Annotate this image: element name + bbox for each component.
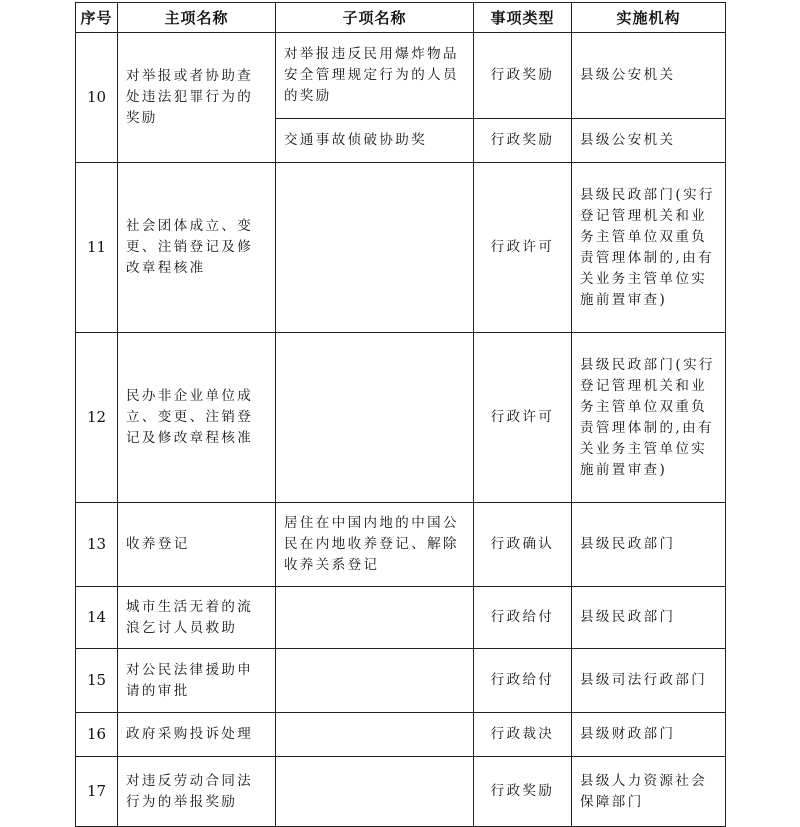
header-sub: 子项名称 [276, 3, 474, 33]
row-agency: 县级人力资源社会保障部门 [572, 757, 726, 827]
row-agency: 县级民政部门(实行登记管理机关和业务主管单位双重负责管理体制的,由有关业务主管单位实施前置审查) [572, 333, 726, 503]
header-row [76, 3, 726, 33]
row-agency: 县级民政部门 [572, 503, 726, 587]
row-type: 行政许可 [474, 163, 572, 333]
header-seq: 序号 [76, 3, 118, 33]
matters-table [75, 2, 726, 827]
table-row [76, 503, 726, 587]
row-seq: 17 [76, 757, 118, 827]
row-seq: 13 [76, 503, 118, 587]
row-seq: 11 [76, 163, 118, 333]
table-row [76, 757, 726, 827]
row-main: 对公民法律援助申请的审批 [118, 649, 276, 713]
row-main: 民办非企业单位成立、变更、注销登记及修改章程核准 [118, 333, 276, 503]
header-agency: 实施机构 [572, 3, 726, 33]
row-agency: 县级民政部门(实行登记管理机关和业务主管单位双重负责管理体制的,由有关业务主管单位实施前置审查) [572, 163, 726, 333]
header-main: 主项名称 [118, 3, 276, 33]
row-sub [276, 163, 474, 333]
row-type: 行政确认 [474, 503, 572, 587]
table-row [76, 713, 726, 757]
row-type: 行政奖励 [474, 757, 572, 827]
table-row [76, 33, 726, 119]
row-sub [276, 757, 474, 827]
row-type: 行政给付 [474, 587, 572, 649]
row-agency: 县级公安机关 [572, 33, 726, 119]
row-sub: 对举报违反民用爆炸物品安全管理规定行为的人员的奖励 [276, 33, 474, 119]
row-sub: 居住在中国内地的中国公民在内地收养登记、解除收养关系登记 [276, 503, 474, 587]
row-seq: 15 [76, 649, 118, 713]
row-seq: 16 [76, 713, 118, 757]
header-type: 事项类型 [474, 3, 572, 33]
row-type: 行政裁决 [474, 713, 572, 757]
row-type: 行政奖励 [474, 119, 572, 163]
table-row [76, 333, 726, 503]
row-type: 行政许可 [474, 333, 572, 503]
row-sub [276, 333, 474, 503]
row-seq: 14 [76, 587, 118, 649]
row-seq: 10 [76, 33, 118, 163]
row-agency: 县级公安机关 [572, 119, 726, 163]
table-row [76, 163, 726, 333]
row-main: 对违反劳动合同法行为的举报奖励 [118, 757, 276, 827]
row-main: 政府采购投诉处理 [118, 713, 276, 757]
row-sub: 交通事故侦破协助奖 [276, 119, 474, 163]
row-type: 行政奖励 [474, 33, 572, 119]
row-agency: 县级司法行政部门 [572, 649, 726, 713]
table-row [76, 587, 726, 649]
row-seq: 12 [76, 333, 118, 503]
row-main: 收养登记 [118, 503, 276, 587]
row-type: 行政给付 [474, 649, 572, 713]
row-main: 社会团体成立、变更、注销登记及修改章程核准 [118, 163, 276, 333]
table-row [76, 649, 726, 713]
row-sub [276, 587, 474, 649]
row-sub [276, 713, 474, 757]
row-agency: 县级民政部门 [572, 587, 726, 649]
row-main: 城市生活无着的流浪乞讨人员救助 [118, 587, 276, 649]
row-agency: 县级财政部门 [572, 713, 726, 757]
row-main: 对举报或者协助查处违法犯罪行为的奖励 [118, 33, 276, 163]
row-sub [276, 649, 474, 713]
